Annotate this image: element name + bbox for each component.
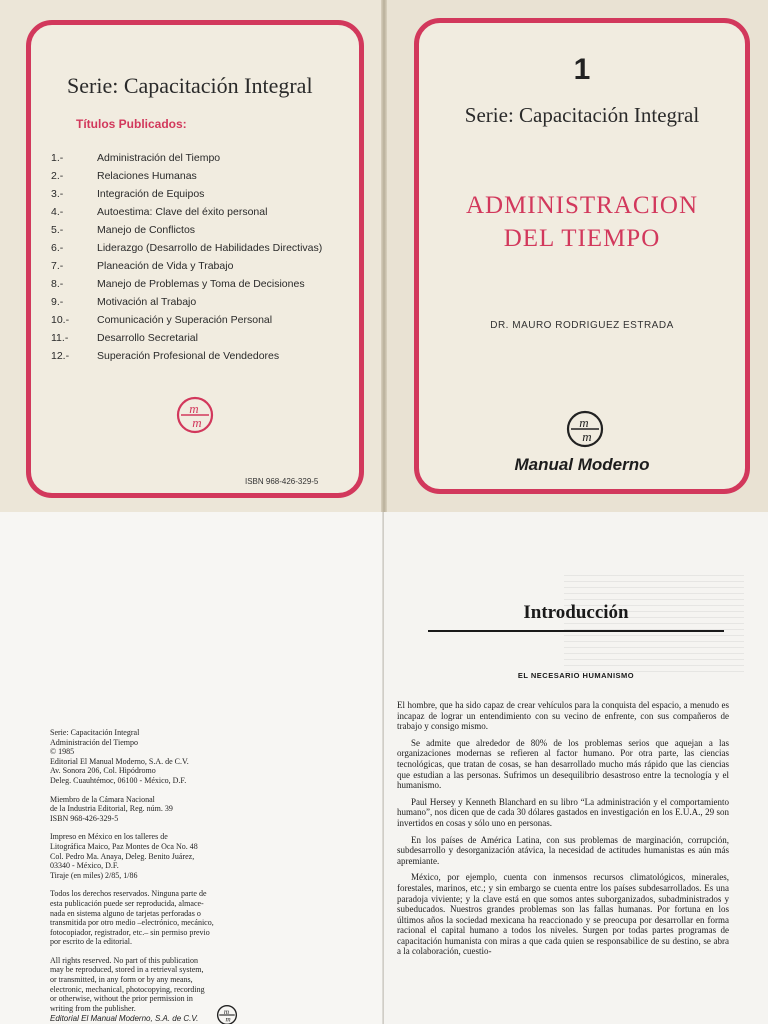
title-list-item xyxy=(51,239,322,257)
title-text: Desarrollo Secretarial xyxy=(97,332,198,344)
book-title-line2: DEL TIEMPO xyxy=(503,225,661,252)
imprint-text xyxy=(50,728,350,1022)
intro-paragraph: México, por ejemplo, cuenta con inmensos recursos climatológicos, minerales, forestales, marinos, etc.; y sin embargo se cuenta entre los países subdesarrollados. Es una paradoja viviente; y la clave está en que somos antes suborganizados, subadministrados y subeducados. Nuestros grandes problemas son las fallas humanas. Por fortuna en los últimos años la sociedad mexicana ha reaccionado y se preocupa por desarrollar en forma racional el capital humano a todos los niveles. Surgen por todas partes programas de capacitación humanista con miras a que cada quien se responsabilice de su destino, se abra a la colaboración, cuestio- xyxy=(397,872,729,957)
imprint-paragraph: Impreso en México en los talleres de Litográfica Maico, Paz Montes de Oca No. 48 Col. Pedro Ma. Anaya, Deleg. Benito Juárez, 03340 - México, D.F. Tiraje (en miles) 2/85, 1/86 xyxy=(50,832,198,880)
intro-paragraph: Se admite que alrededor de 80% de los problemas serios que aquejan a las organizaciones modernas se refieren al factor humano. Por otra parte, las ciencias tecnológicas, que tratan de cosas, se han desarrollado mucho más rápido que las ciencias que estudian a las personas. Sufrimos un desequilibrio desastroso entre la tecnología y el humanismo. xyxy=(397,737,729,791)
intro-paragraph: El hombre, que ha sido capaz de crear vehículos para la conquista del espacio, a menudo es incapaz de lograr un entendimiento con su vecino de enfrente, con sus compañeros de trabajo y consigo mismo. xyxy=(397,700,729,732)
book-title-line1: ADMINISTRACION xyxy=(465,192,699,219)
title-number: 5.- xyxy=(51,224,64,236)
imprint-paragraph: Todos los derechos reservados. Ninguna parte de esta publicación puede ser reproducida, almace- nada en sistema alguno de tarjetas perforadas o transmitida por otro medio –electrónico, mecánico, fotocopiador, registrador, etc.– sin permiso previo por escrito de la editorial. xyxy=(50,889,214,947)
intro-paragraph: En los países de América Latina, con sus problemas de marginación, corrupción, subdesarrollo y desorganización atávica, la necesidad de actitudes humanistas es aún más apremiante. xyxy=(397,834,729,866)
publisher-name: Manual Moderno xyxy=(514,455,650,474)
front-series-title: Serie: Capacitación Integral xyxy=(464,103,700,127)
title-list-item xyxy=(51,275,322,293)
title-text: Manejo de Problemas y Toma de Decisiones xyxy=(97,278,305,290)
title-text: Liderazgo (Desarrollo de Habilidades Directivas) xyxy=(97,242,323,254)
imprint-paragraph: All rights reserved. No part of this publication may be reproduced, stored in a retrieval system, or transmitted, in any form or by any means, electronic, mechanical, photocopying, recording or otherwise, without the prior permission in writing from the publisher. xyxy=(50,955,205,1013)
publisher-logo-icon xyxy=(565,409,605,454)
title-list-item xyxy=(51,293,322,311)
title-number: 10.- xyxy=(51,314,70,326)
title-list-item xyxy=(51,185,322,203)
isbn-label: ISBN 968-426-329-5 xyxy=(245,477,319,486)
title-text: Manejo de Conflictos xyxy=(97,224,196,236)
title-number: 3.- xyxy=(51,188,64,200)
title-text: Planeación de Vida y Trabajo xyxy=(97,260,234,272)
title-number: 1.- xyxy=(51,152,64,164)
title-number: 2.- xyxy=(51,170,64,182)
title-text: Motivación al Trabajo xyxy=(97,296,197,308)
imprint-paragraph: Serie: Capacitación Integral Administración del Tiempo © 1985 Editorial El Manual Moderno, S.A. de C.V. Av. Sonora 206, Col. Hipódromo Deleg. Cuauhtémoc, 06100 - México, D.F. xyxy=(50,728,189,785)
front-cover xyxy=(384,0,768,512)
svg-text:m: m xyxy=(189,401,199,416)
title-list-item xyxy=(51,257,322,275)
svg-text:m: m xyxy=(582,429,592,444)
title-number: 4.- xyxy=(51,206,64,218)
svg-text:m: m xyxy=(225,1015,231,1024)
title-text: Relaciones Humanas xyxy=(97,170,197,182)
title-text: Comunicación y Superación Personal xyxy=(97,314,273,326)
svg-text:m: m xyxy=(579,415,589,430)
front-cover-frame xyxy=(414,18,750,494)
title-number: 7.- xyxy=(51,260,64,272)
title-list-item xyxy=(51,149,322,167)
title-list-item xyxy=(51,167,322,185)
title-number: 11.- xyxy=(51,332,69,344)
title-list-item xyxy=(51,221,322,239)
title-list-item xyxy=(51,347,322,365)
chapter-title: Introducción xyxy=(523,602,629,623)
title-text: Autoestima: Clave del éxito personal xyxy=(97,206,268,218)
title-list-item xyxy=(51,203,322,221)
back-cover-frame xyxy=(26,20,364,498)
intro-paragraph: Paul Hersey y Kenneth Blanchard en su libro “La administración y el comportamiento humano”, nos dicen que de cada 30 dólares gastados en investigación en los E.U.A., 29 son invertidos en cosas y sólo uno en personas. xyxy=(397,796,729,828)
introduction-page xyxy=(384,512,768,1024)
imprint-footer: Editorial El Manual Moderno, S.A. de C.V. xyxy=(50,1014,199,1023)
volume-number: 1 xyxy=(573,53,591,86)
title-text: Integración de Equipos xyxy=(97,188,205,200)
title-text: Superación Profesional de Vendedores xyxy=(97,350,280,362)
published-titles-list xyxy=(51,149,322,365)
title-list-item xyxy=(51,329,322,347)
back-series-title: Serie: Capacitación Integral xyxy=(67,73,313,98)
title-text: Administración del Tiempo xyxy=(97,152,221,164)
publisher-logo-icon xyxy=(216,1004,238,1024)
title-number: 8.- xyxy=(51,278,64,290)
intro-body-text xyxy=(397,700,729,963)
book-spine xyxy=(381,0,387,512)
title-rule xyxy=(428,630,724,632)
author-name: DR. MAURO RODRIGUEZ ESTRADA xyxy=(490,320,674,331)
publisher-logo-icon xyxy=(175,395,215,440)
title-number: 12.- xyxy=(51,350,70,362)
title-number: 6.- xyxy=(51,242,64,254)
book-title xyxy=(419,189,745,255)
back-cover xyxy=(0,0,384,512)
published-heading: Títulos Publicados: xyxy=(76,117,187,131)
svg-text:m: m xyxy=(192,415,202,430)
title-number: 9.- xyxy=(51,296,64,308)
imprint-page xyxy=(0,512,384,1024)
imprint-paragraph: Miembro de la Cámara Nacional de la Industria Editorial, Reg. núm. 39 ISBN 968-426-329-5 xyxy=(50,794,173,823)
section-subtitle: EL NECESARIO HUMANISMO xyxy=(517,671,635,680)
svg-text:m: m xyxy=(223,1007,230,1016)
title-list-item xyxy=(51,311,322,329)
